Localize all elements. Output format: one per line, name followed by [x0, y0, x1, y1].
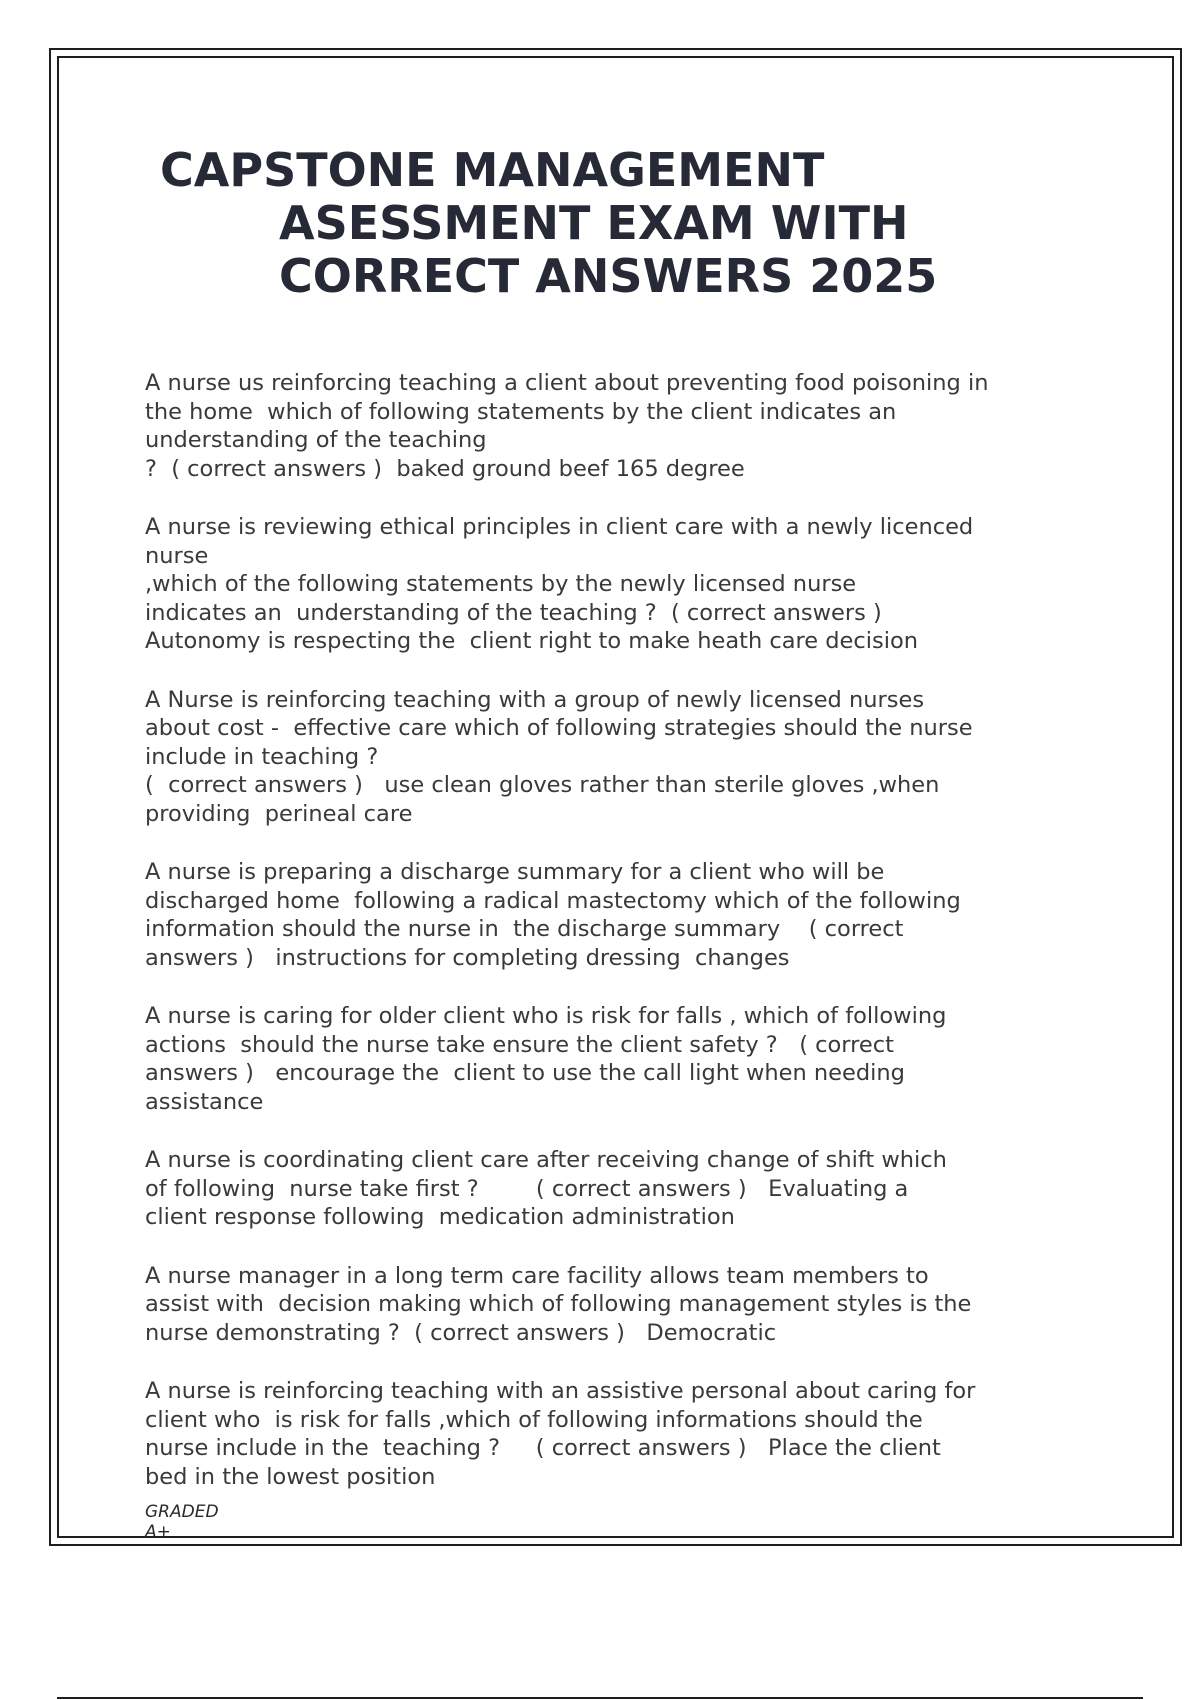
question-answer-1: A nurse us reinforcing teaching a client about preventing food poisoning in the home which of following statements by the client indicates an understanding of the teaching ? ( correct answers ) baked ground beef 165 degree: [145, 370, 989, 482]
question-answer-3: A Nurse is reinforcing teaching with a group of newly licensed nurses about cost - effective care which of following strategies should the nurse include in teaching ? ( correct answers ) use clean gloves rather than sterile gloves ,when providing perineal care: [145, 686, 973, 827]
question-answer-2: A nurse is reviewing ethical principles in client care with a newly licenced nurse ,which of the following statements by the newly licensed nurse indicates an understanding of the teaching ? ( correct answers ) Autonomy is respecting the client right to make heath care decision: [145, 514, 974, 654]
footer-divider: [57, 1697, 1143, 1699]
question-answer-6: A nurse is coordinating client care after receiving change of shift which of following nurse take first ? ( correct answers ) Evaluating a client response following medication administration: [145, 1147, 947, 1230]
graded-stamp: [145, 1502, 219, 1542]
stamp-line-1: GRADED: [145, 1502, 219, 1522]
stamp-line-2: A+: [145, 1522, 171, 1542]
title-line-3: CORRECT ANSWERS 2025: [279, 249, 938, 303]
question-answer-4: A nurse is preparing a discharge summary for a client who will be discharged home following a radical mastectomy which of the following information should the nurse in the discharge summary ( correct answers ) instructions for completing dressing changes: [145, 859, 961, 971]
question-answer-8: A nurse is reinforcing teaching with an assistive personal about caring for client who is risk for falls ,which of following informations should the nurse include in the teaching ? ( correct answers ) Place the client bed in the lowest position: [145, 1378, 976, 1490]
title-line-2: ASESSMENT EXAM WITH: [279, 196, 909, 250]
question-answer-7: A nurse manager in a long term care facility allows team members to assist with decision making which of following management styles is the nurse demonstrating ? ( correct answers ) Democratic: [145, 1262, 972, 1346]
question-list: [145, 369, 1085, 1521]
title-line-1: CAPSTONE MANAGEMENT: [160, 143, 825, 197]
question-answer-5: A nurse is caring for older client who is risk for falls , which of following actions should the nurse take ensure the client safety ? ( correct answers ) encourage the client to use the call light when needing assistance: [145, 1003, 947, 1115]
document-title: [160, 144, 937, 303]
